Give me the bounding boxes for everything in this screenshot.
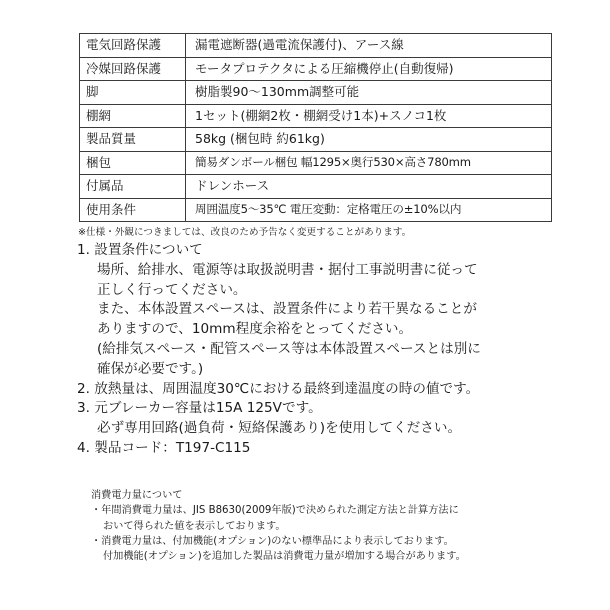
spec-value: モータプロテクタによる圧縮機停止(自動復帰) (186, 57, 552, 81)
spec-footnote: ※仕様・外観につきましては、改良のため予告なく変更することがあります。 (78, 227, 412, 238)
spec-row-weight (80, 128, 552, 152)
spec-value: 漏電遮断器(過電流保護付)、アース線 (186, 34, 552, 58)
energy-title: 消費電力量について (91, 490, 183, 501)
spec-label: 使用条件 (80, 198, 186, 222)
spec-value: 58kg (梱包時 約61kg) (186, 128, 552, 152)
note-4-product-code: 4. 製品コード：T197-C115 (77, 439, 251, 456)
spec-row-refrigerant-protection (80, 57, 552, 81)
spec-row-conditions (80, 198, 552, 222)
energy-bullet-1: ・年間消費電力量は、JIS B8630(2009年版)で決められた測定方法と計算方法に (91, 505, 459, 517)
note-1-text: 正しく行ってください。 (97, 281, 247, 298)
note-1-title: 1. 設置条件について (77, 242, 203, 258)
spec-row-accessories (80, 175, 552, 199)
energy-consumption-notes (91, 488, 541, 564)
note-1-text: 確保が必要です。) (97, 360, 204, 377)
spec-label: 付属品 (80, 175, 186, 199)
spec-label: 梱包 (80, 151, 186, 175)
note-1-text: (給排気スペース・配管スペース等は本体設置スペースとは別に (97, 340, 481, 357)
note-1-text: 場所、給排水、電源等は取扱説明書・据付工事説明書に従って (97, 261, 478, 278)
spec-value: 簡易ダンボール梱包 幅1295×奥行530×高さ780mm (186, 151, 552, 175)
notes-list (77, 241, 517, 459)
note-1-text: ありますので、10mm程度余裕をとってください。 (97, 321, 413, 338)
spec-value: ドレンホース (186, 175, 552, 199)
spec-value: 周囲温度5～35℃ 電圧変動：定格電圧の±10%以内 (186, 198, 552, 222)
spec-label: 脚 (80, 81, 186, 105)
spec-row-packaging (80, 151, 552, 175)
energy-bullet-2-cont: 付加機能(オプション)を追加した製品は消費電力量が増加する場合があります。 (103, 551, 466, 563)
spec-label: 製品質量 (80, 128, 186, 152)
spec-label: 冷媒回路保護 (80, 57, 186, 81)
spec-row-legs (80, 81, 552, 105)
spec-label: 電気回路保護 (80, 34, 186, 58)
spec-row-electric-protection (80, 34, 552, 58)
energy-bullet-1-cont: おいて得られた値を表示しております。 (103, 520, 286, 532)
energy-bullet-2: ・消費電力量は、付加機能(オプション)のない標準品により表示しております。 (91, 535, 454, 547)
note-2: 2. 放熱量は、周囲温度30℃における最終到達温度の時の値です。 (77, 380, 480, 397)
spec-value: 1セット(棚網2枚・棚網受け1本)+スノコ1枚 (186, 104, 552, 128)
spec-table (79, 33, 552, 222)
spec-row-shelf (80, 104, 552, 128)
spec-label: 棚網 (80, 104, 186, 128)
note-1-text: また、本体設置スペースは、設置条件により若干異なることが (97, 301, 477, 318)
note-3-sub: 必ず専用回路(過負荷・短絡保護あり)を使用してください。 (97, 420, 462, 437)
note-3: 3. 元ブレーカー容量は15A 125Vです。 (77, 400, 322, 417)
spec-value: 樹脂製90～130mm調整可能 (186, 81, 552, 105)
